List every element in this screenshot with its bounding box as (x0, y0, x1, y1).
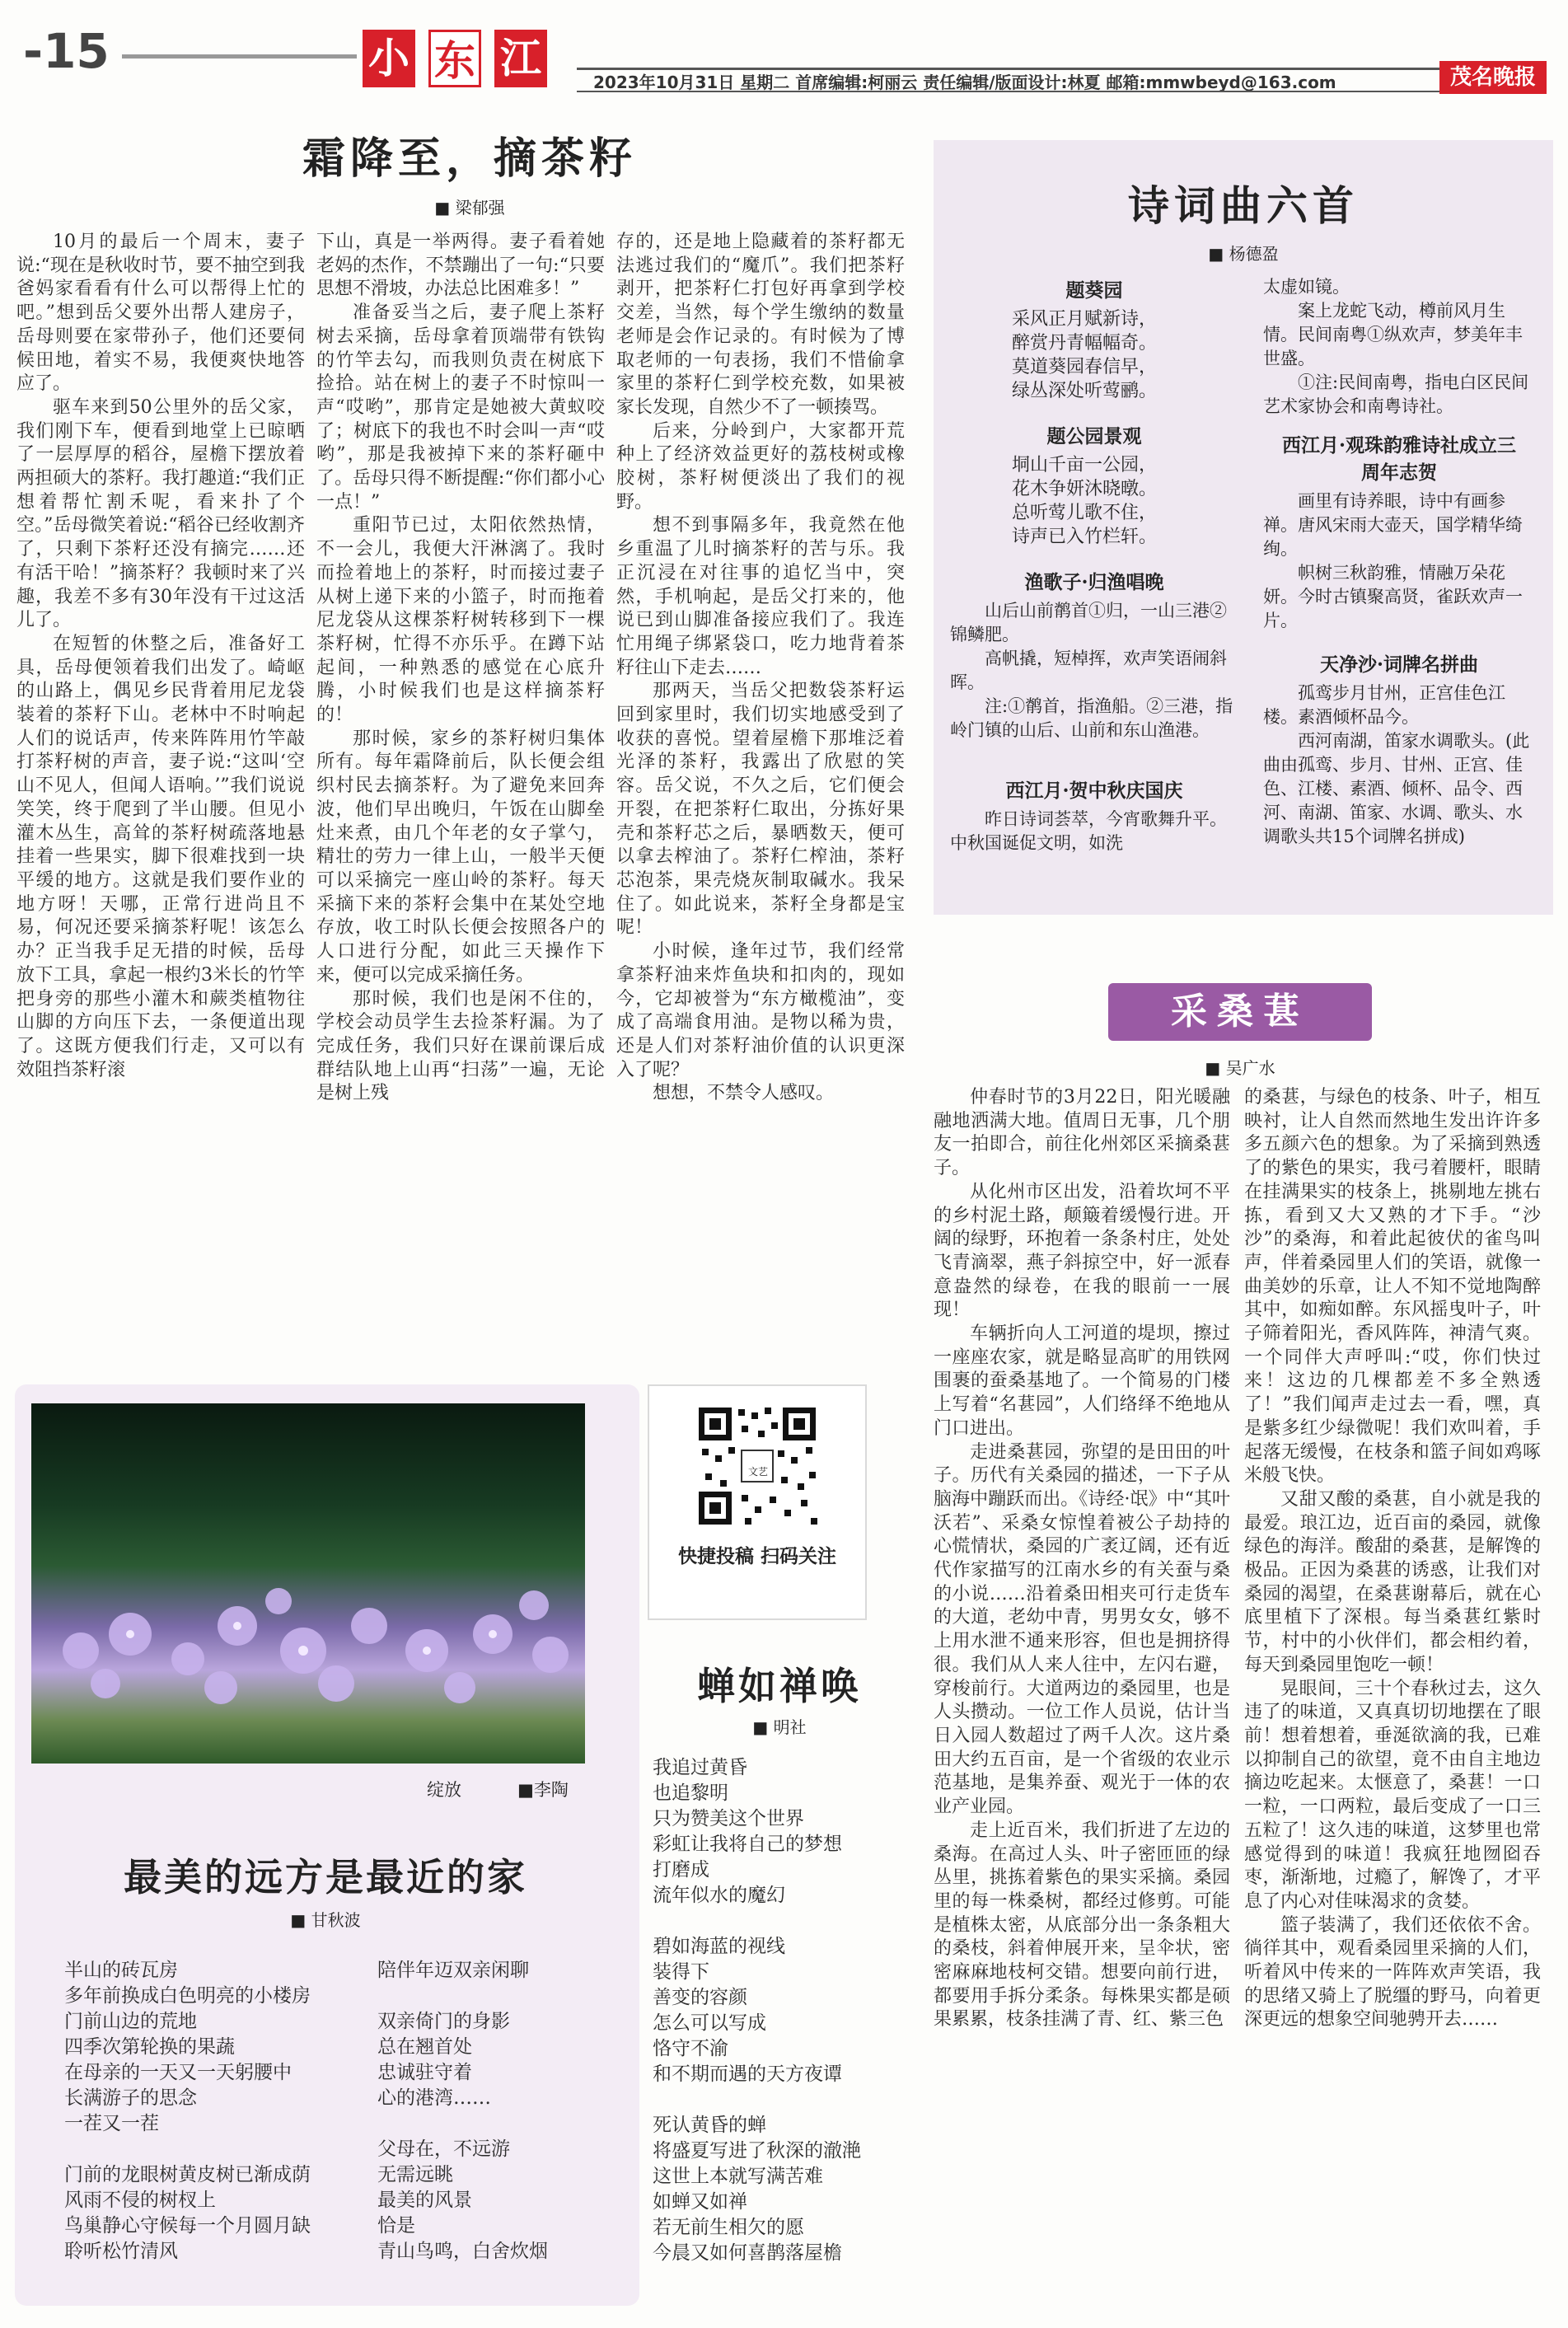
section-char-1: 小 (363, 30, 415, 87)
paragraph: 又甜又酸的桑葚，自小就是我的最爱。琅江边，近百亩的桑园，就像绿色的海洋。酸甜的桑葚，是解馋的极品。正因为桑葚的诱惑，让我们对桑园的渴望，在桑葚谢幕后，就在心底里植下了深根。每当桑葚红紫时节，村中的小伙伴们，都会相约着，每天到桑园里饱吃一顿！ (1244, 1488, 1541, 1675)
article2-author: ■ 吴广水 (1205, 1058, 1275, 1078)
qr-center-label: 文艺 (747, 1466, 768, 1478)
poem-title: 天净沙·词牌名拼曲 (1319, 653, 1478, 676)
article-column-2 (316, 231, 605, 1351)
verse-line: 青山鸟鸣，白舍炊烟 (377, 2241, 548, 2262)
poem-line: 山后山前鹡首①归，一山三港②锦鳞肥。 (950, 601, 1227, 644)
poem-line: 画里有诗养眼，诗中有画参禅。唐风宋雨大壶天，国学精华绮绚。 (1263, 491, 1523, 559)
article2-title: 采桑葚 (1108, 983, 1372, 1041)
verse-line: 在母亲的一天又一天躬腰中 (64, 2062, 292, 2083)
poem-title: 题葵园 (1065, 279, 1123, 302)
verse-line: 若无前生相欠的愿 (653, 2217, 804, 2238)
home-poem-right (377, 1958, 625, 2265)
poem-line: 绿丛深处听莺鹂。 (1012, 381, 1158, 401)
verse-line: 碧如海蓝的视线 (653, 1936, 785, 1957)
paragraph: 从化州市区出发，沿着坎坷不平的乡村泥土路，颠簸着缓慢行进。开阔的绿野，环抱着一条条村庄，处处飞青滴翠，燕子斜掠空中，好一派春意盎然的绿卷，在我的眼前一一展现！ (934, 1181, 1230, 1321)
verse-line: 总在翘首处 (377, 2036, 472, 2058)
paragraph: 那时候，我们也是闲不住的，学校会动员学生去捡茶籽漏。为了完成任务，我们只好在课前课后成群结队地上山再“扫荡”一遍，无论是树上残 (316, 988, 605, 1104)
poem-line: 帜树三秋韵雅，情融万朵花妍。今时古镇聚高贤，雀跃欢声一片。 (1263, 563, 1523, 630)
poem-note: 注:①鹡首，指渔船。②三港，指岭门镇的山后、山前和东山渔港。 (950, 696, 1233, 740)
qr-label: 快捷投稿 扫码关注 (677, 1546, 836, 1567)
flower-photo (31, 1403, 585, 1764)
verse-line: 将盛夏写进了秋深的澈滟 (653, 2140, 861, 2162)
poem-line: 总听莺儿歌不住， (1012, 503, 1158, 523)
verse-line: 善变的容颜 (653, 1987, 747, 2008)
verse-line: 多年前换成白色明亮的小楼房 (64, 1985, 311, 2007)
verse-line: 门前的龙眼树黄皮树已渐成荫 (64, 2164, 311, 2185)
verse-gap (377, 1984, 625, 2009)
home-poem-title: 最美的远方是最近的家 (124, 1855, 527, 1899)
poem-line: 花木争妍沐晓暾。 (1012, 479, 1158, 499)
newspaper-brand: 茂名晚报 (1439, 61, 1547, 94)
poem-line: 莫道葵园春信早， (1012, 357, 1158, 377)
qr-code-card[interactable] (648, 1384, 867, 1620)
paragraph: 走进桑葚园，弥望的是田田的叶子。历代有关桑园的描述，一下子从脑海中蹦跃而出。《诗经·氓》中“其叶沃若”、采桑女惊惶着被公子劫持的心慌情状，桑园的广袤辽阔，还有近代作家描写的江南水乡的有关蚕与桑的小说……沿着桑田相夹可行走货车的大道，老幼中青，男男女女，够不上用水泄不通来形容，但也是拥挤得很。我们从人来人往中，左闪右避，穿梭前行。大道两边的桑园里，也是人头攒动。一位工作人员说，估计当日入园人数超过了两千人次。这片桑田大约五百亩，是一个省级的农业示范基地，是集养蚕、观光于一体的农业产业园。 (934, 1441, 1230, 1818)
poems-section-title: 诗词曲六首 (1128, 181, 1359, 230)
paragraph: 小时候，逢年过节，我们经常拿茶籽油来炸鱼块和扣肉的，现如今，它却被誉为“东方橄榄油”，变成了高端食用油。是物以稀为贵，还是人们对茶籽油价值的认识更深入了呢？ (616, 941, 905, 1080)
verse-line: 长满游子的思念 (64, 2087, 197, 2109)
poem-note: ①注:民间南粤，指电白区民间艺术家协会和南粤诗社。 (1263, 372, 1529, 416)
paragraph: 篮子装满了，我们还依依不舍。徜徉其中，观看桑园里采摘的人们，听着风中传来的一阵阵欢声笑语，我的思绪又骑上了脱缰的野马，向着更深更远的想象空间驰骋开去…… (1244, 1914, 1541, 2031)
verse-line: 恪守不渝 (653, 2038, 728, 2059)
poem-title: 西江月·贺中秋庆国庆 (1005, 780, 1183, 802)
verse-line: 流年似水的魔幻 (653, 1885, 785, 1906)
cicada-poem-body (653, 1755, 924, 2266)
verse-line: 打磨成 (653, 1859, 709, 1881)
verse-line: 陪伴年迈双亲闲聊 (377, 1960, 529, 1981)
paragraph: 晃眼间，三十个春秋过去，这久违了的味道，又真真切切地摆在了眼前！想着想着，垂涎欲滴的我，已难以抑制自己的欲望，竟不由自主地边摘边吃起来。太惬意了，桑葚！一口一粒，一口两粒，最后变成了一口三五粒了！这久违的味道，这梦里也常感觉得到的味道！我疯狂地囫囵吞枣，渐渐地，过瘾了，解馋了，才平息了内心对佳味渴求的贪婪。 (1244, 1678, 1541, 1912)
verse-line: 装得下 (653, 1961, 709, 1983)
verse-gap (653, 1909, 924, 1934)
verse-line: 死认黄昏的蝉 (653, 2115, 766, 2136)
paragraph: 那时候，家乡的茶籽树归集体所有。每年霜降前后，队长便会组织村民去摘茶籽。为了避免来回奔波，他们早出晚归，午饭在山脚垒灶来煮，由几个年老的女子掌勺，精壮的劳力一律上山，一般半天便可以采摘完一座山岭的茶籽。每天采摘下来的茶籽会集中在某处空地存放，收工时队长便会按照各户的人口进行分配，如此三天操作下来，便可以完成采摘任务。 (316, 728, 605, 986)
paragraph: 存的，还是地上隐藏着的茶籽都无法逃过我们的“魔爪”。我们把茶籽剥开，把茶籽仁打包好再拿到学校交差，当然，每个学生缴纳的数量老师是会作记录的。有时候为了博取老师的一句表扬，我们不惜偷拿家里的茶籽仁到学校充数，如果被家长发现，自然少不了一顿揍骂。 (616, 232, 905, 418)
cicada-poem-author: ■ 明社 (752, 1717, 807, 1737)
article-title: 霜降至，摘茶籽 (302, 133, 637, 184)
home-poem-author: ■ 甘秋波 (290, 1910, 361, 1930)
paragraph: 那两天，当岳父把数袋茶籽运回到家里时，我们切实地感受到了收获的喜悦。望着屋檐下那堆泛着光泽的茶籽，我露出了欣慰的笑容。岳父说，不久之后，它们便会开裂，在把茶籽仁取出，分拣好果壳和茶籽芯之后，暴晒数天，便可以拿去榨油了。茶籽仁榨油，茶籽芯泡茶，果壳烧灰制取碱水。我呆住了。如此说来，茶籽全身都是宝呢！ (616, 681, 905, 939)
paragraph: 重阳节已过，太阳依然热情，不一会儿，我便大汗淋漓了。我时而捡着地上的茶籽，时而接过妻子从树上递下来的小篮子，时而拖着尼龙袋从这棵茶籽树转移到下一棵茶籽树，忙得不亦乐乎。在蹲下站起间，一种熟悉的感觉在心底升腾，小时候我们也是这样摘茶籽的！ (316, 515, 605, 726)
poem-line: 太虚如镜。 (1263, 277, 1350, 297)
section-char-3: 江 (494, 30, 547, 87)
paragraph: 准备妥当之后，妻子爬上茶籽树去采摘，岳母拿着顶端带有铁钩的竹竿去勾，而我则负责在树底下捡拾。站在树上的妻子不时惊叫一声“哎哟”，那肯定是她被大黄蚁咬了；树底下的我也不时会叫一声“哎哟”，那是我被掉下来的茶籽砸中了。岳母只得不断提醒:“你们都小心一点！” (316, 302, 605, 513)
flower-illustration (31, 1403, 585, 1764)
cicada-poem-title: 蝉如禅唤 (697, 1664, 862, 1708)
verse-line: 父母在，不远游 (377, 2138, 510, 2160)
verse-gap (653, 2087, 924, 2113)
article-column-3 (616, 231, 905, 1351)
poem-line: 孤鸾步月甘州，正宫佳色江楼。素酒倾杯品今。 (1263, 683, 1505, 727)
verse-gap (64, 2137, 377, 2162)
poem-body (950, 453, 1238, 549)
verse-line: 也追黎明 (653, 1782, 728, 1804)
section-char-2: 东 (428, 30, 481, 87)
verse-line: 聆听松竹清风 (64, 2241, 178, 2262)
verse-line: 如蝉又如禅 (653, 2191, 747, 2213)
verse-line: 双亲倚门的身影 (377, 2011, 510, 2032)
verse-line: 恰是 (377, 2215, 415, 2237)
verse-line: 半山的砖瓦房 (64, 1960, 178, 1981)
photo-credit: ■李陶 (517, 1780, 569, 1800)
poems-section-author: ■ 杨德盈 (1208, 244, 1279, 264)
paragraph: 在短暂的休整之后，准备好工具，岳母便领着我们出发了。崎岖的山路上，偶见乡民背着用尼龙袋装着的茶籽下山。老林中不时响起人们的说话声，传来阵阵用竹竿敲打茶籽树的声音，妻子说:“这叫‘空山不见人，但闻人语响。’”我们说说笑笑，终于爬到了半山腰。但见小灌木丛生，高耸的茶籽树疏落地悬挂着一些果实，脚下很难找到一块平缓的地方。这就是我们要作业的地方呀！天哪，正常行进尚且不易，何况还要采摘茶籽呢！该怎么办？正当我手足无措的时候，岳母放下工具，拿起一根约3米长的竹竿把身旁的那些小灌木和蕨类植物往山脚的方向压下去，一条便道出现了。这既方便我们行走，又可以有效阻挡茶籽滚 (16, 633, 305, 1080)
verse-line: 怎么可以写成 (653, 2012, 766, 2034)
poem-title: 渔歌子·归渔唱晚 (1024, 571, 1164, 593)
paragraph: 车辆折向人工河道的堤坝，擦过一座座农家，就是略显高旷的用铁网围裹的蚕桑基地了。一个简易的门楼上写着“名葚园”，人们络绎不绝地从门口进出。 (934, 1323, 1230, 1439)
verse-line: 这世上本就写满苦难 (653, 2166, 823, 2187)
poem-body (950, 307, 1238, 403)
paragraph: 走上近百米，我们折进了左边的桑海。在高过人头、叶子密匝匝的绿丛里，挑拣着紫色的果实采摘。桑园里的每一株桑树，都经过修剪。可能是植株太密，从底部分出一条条粗大的桑枝，斜着伸展开来，呈伞状，密密麻麻地枝柯交错。想要向前行进，都要用手拆分柔条。每株果实都是硕果累累，枝条挂满了青、红、紫三色 (934, 1820, 1230, 2031)
paragraph: 10月的最后一个周末，妻子说:“现在是秋收时节，要不抽空到我爸妈家看看有什么可以帮得上忙的吧。”想到岳父要外出帮人建房子，岳母则要在家带孙子，他们还要伺候田地，着实不易，我便爽快地答应了。 (16, 232, 305, 395)
masthead-rule (122, 54, 357, 59)
verse-line: 风雨不侵的树杈上 (64, 2190, 216, 2211)
poem-line: 采风正月赋新诗， (1012, 309, 1158, 330)
poems-panel (934, 140, 1553, 915)
verse-line: 鸟巢静心守候每一个月圆月缺 (64, 2215, 311, 2237)
verse-line: 无需远眺 (377, 2164, 453, 2185)
paragraph: 驱车来到50公里外的岳父家，我们刚下车，便看到地堂上已晾晒了一层厚厚的稻谷，屋檐下摆放着两担硕大的茶籽。我打趣道:“我们正想着帮忙割禾呢，看来扑了个空。”岳母微笑着说:“稻谷已经收割齐了，只剩下茶籽还没有摘完……还有活干哈！”摘茶籽？我顿时来了兴趣，我差不多有30年没有干过这活儿了。 (16, 396, 305, 631)
article2-column-2 (1244, 1086, 1541, 2314)
poem-line: 醉赏丹青幅幅奇。 (1012, 333, 1158, 354)
verse-line: 最美的风景 (377, 2190, 472, 2211)
poem-line: 垌山千亩一公园， (1012, 455, 1158, 475)
paragraph: 仲春时节的3月22日，阳光暖融融地洒满大地。值周日无事，几个朋友一拍即合，前往化州郊区采摘桑葚子。 (934, 1087, 1230, 1179)
poem-title: 西江月·观珠韵雅诗社成立三周年志贺 (1281, 434, 1516, 484)
home-poem-left (64, 1958, 377, 2265)
dateline: 2023年10月31日 星期二 首席编辑:柯丽云 责任编辑/版面设计:林夏 邮箱:mmwbeyd@163.com (577, 68, 1541, 92)
verse-gap (377, 2111, 625, 2137)
poem-line: 昨日诗词荟萃，今宵歌舞升平。中秋国诞促文明，如洗 (950, 809, 1227, 853)
article-column-1 (16, 231, 305, 1351)
paragraph: 想不到事隔多年，我竟然在他乡重温了儿时摘茶籽的苦与乐。我正沉浸在对往事的追忆当中，突然，手机响起，是岳父打来的，他说已到山脚准备接应我们了。我连忙用绳子绑紧袋口，吃力地背着茶籽往山下走去…… (616, 515, 905, 678)
paragraph: 的桑葚，与绿色的枝条、叶子，相互映衬，让人自然而然地生发出许许多多五颜六色的想象。为了采摘到熟透了的紫色的果实，我弓着腰杆，眼睛在挂满果实的枝条上，挑剔地左挑右拣，看到又大又熟的才下手。“沙沙”的桑海，和着此起彼伏的雀鸟叫声，伴着桑园里人们的笑语，就像一曲美妙的乐章，让人不知不觉地陶醉其中，如痴如醉。东风摇曳叶子，叶子筛着阳光，香风阵阵，神清气爽。一个同伴大声呼叫:“哎，你们快过来！这边的几棵都差不多全熟透了！”我们闻声走过去一看，嘿，真是紫多红少绿微呢！我们欢叫着，手起落无缓慢，在枝条和篮子间如鸡啄米般飞快。 (1244, 1087, 1541, 1487)
poem-line: 案上龙蛇飞动，樽前风月生情。民间南粤①纵欢声，梦美年丰世盛。 (1263, 301, 1523, 368)
article2-column-1 (934, 1086, 1230, 2314)
page-number: -15 (23, 23, 110, 79)
article-author: ■ 梁郁强 (434, 198, 505, 218)
poems-left-column (950, 264, 1238, 855)
verse-line: 彩虹让我将自己的梦想 (653, 1834, 842, 1855)
verse-line: 今晨又如何喜鹊落屋檐 (653, 2242, 842, 2264)
poem-line: 西河南湖，笛家水调歌头。(此曲由孤鸾、步月、甘州、正宫、佳色、江楼、素酒、倾杯、品令、西河、南湖、笛家、水调、歌头、水调歌头共15个词牌名拼成) (1263, 731, 1530, 846)
paragraph: 想想，不禁令人感叹。 (653, 1083, 835, 1104)
paragraph: 下山，真是一举两得。妻子看着她老妈的杰作，不禁蹦出了一句:“只要思想不滑坡，办法总比困难多！” (316, 232, 605, 300)
verse-line: 我追过黄昏 (653, 1757, 747, 1778)
verse-line: 门前山边的荒地 (64, 2011, 197, 2032)
poem-title: 题公园景观 (1046, 425, 1142, 447)
verse-line: 四季次第轮换的果蔬 (64, 2036, 235, 2058)
verse-line: 忠诚驻守着 (377, 2062, 472, 2083)
poems-right-column (1263, 264, 1535, 849)
poem-line: 诗声已入竹栏轩。 (1012, 527, 1158, 547)
verse-line: 心的港湾…… (377, 2087, 491, 2109)
paragraph: 后来，分岭到户，大家都开荒种上了经济效益更好的荔枝树或橡胶树，茶籽树便淡出了我们的视野。 (616, 420, 905, 513)
verse-line: 只为赞美这个世界 (653, 1808, 804, 1829)
verse-line: 一茬又一茬 (64, 2113, 159, 2134)
poem-line: 高帆撬，短棹挥，欢声笑语闹斜晖。 (950, 649, 1227, 692)
verse-line: 和不期而遇的天方夜谭 (653, 2063, 842, 2085)
photo-caption: 绽放 (427, 1780, 461, 1800)
